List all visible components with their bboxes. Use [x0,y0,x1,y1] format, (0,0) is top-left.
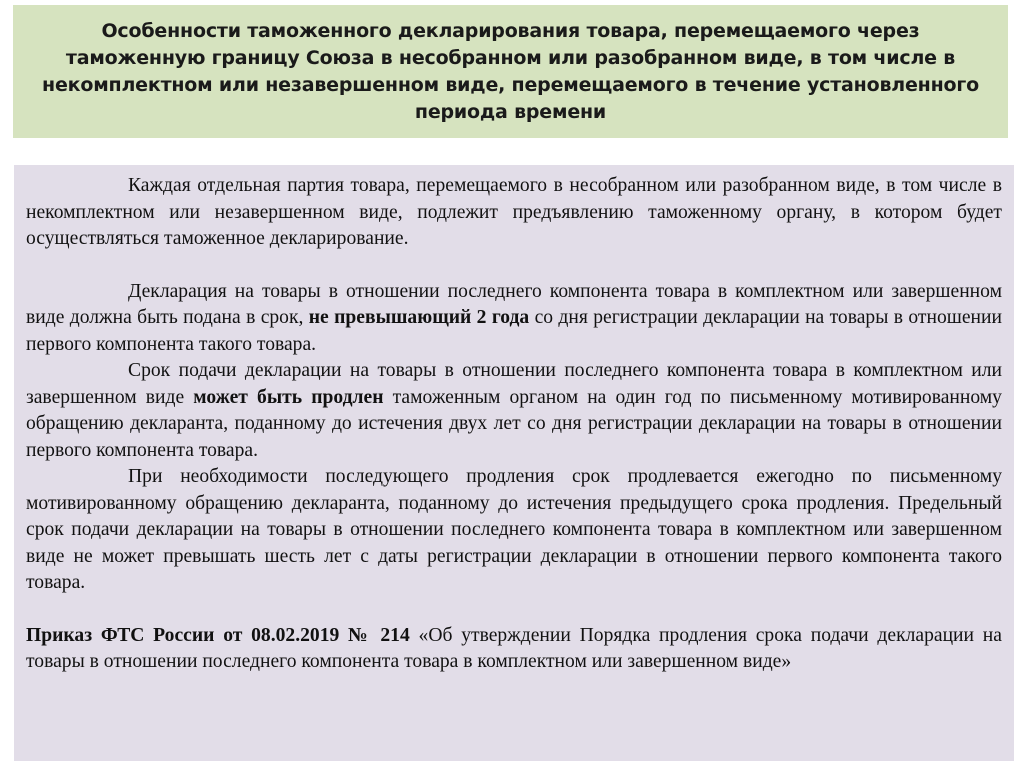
paragraph-extension [26,358,1002,464]
paragraph-deadline-text-2: со дня регистрации декларации на товары в отношении первого компонента такого товара. [26,307,1002,355]
paragraph-order-reference [26,623,1002,676]
content-box [14,165,1014,761]
order-citation: Приказ ФТС России от 08.02.2019 № 214 [26,624,410,646]
order-title: «Об утверждении Порядка продления срока подачи декларации на товары в отношении последнего компонента товара в комплектном или завершенном виде» [26,624,1002,672]
deadline-emphasis: не превышающий 2 года [308,307,530,328]
paragraph-further-extension: При необходимости последующего продления срок продлевается ежегодно по письменному мотивированному обращению декларанта, поданному до истечения предыдущего срока продления. Предельный срок подачи декларации на товары в отношении последнего компонента товара в комплектном или завершенном виде не может превышать шесть лет с даты регистрации декларации в отношении первого компонента такого товара. [26,466,1002,593]
paragraph-extension-text-2: таможенным органом на один год по письменному мотивированному обращению декларанта, поданному до истечения двух лет со дня регистрации декларации на товары в отношении первого компонента товара. [26,386,1002,461]
title-banner [13,5,1008,138]
extension-emphasis: может быть продлен [193,386,384,408]
paragraph-consignment: Каждая отдельная партия товара, перемещаемого в несобранном или разобранном виде, в том числе в некомплектном или незавершенном виде, подлежит предъявлению таможенному органу, в котором будет осуществляться таможенное декларирование. [26,175,1002,249]
paragraph-deadline-text-1: Декларация на товары в отношении последнего компонента товара в комплектном или завершенном виде должна быть подана в срок, [26,280,1002,328]
paragraph-extension-text-1: Срок подачи декларации на товары в отношении последнего компонента товара в комплектном или завершенном виде [26,360,1002,408]
paragraph-deadline [26,279,1002,359]
slide-title: Особенности таможенного декларирования товара, перемещаемого через таможенную границу Союза в несобранном или разобранном виде, в том числе в некомплектном или незавершенном виде, перемещаемого в течение установленного периода времени [42,19,979,123]
